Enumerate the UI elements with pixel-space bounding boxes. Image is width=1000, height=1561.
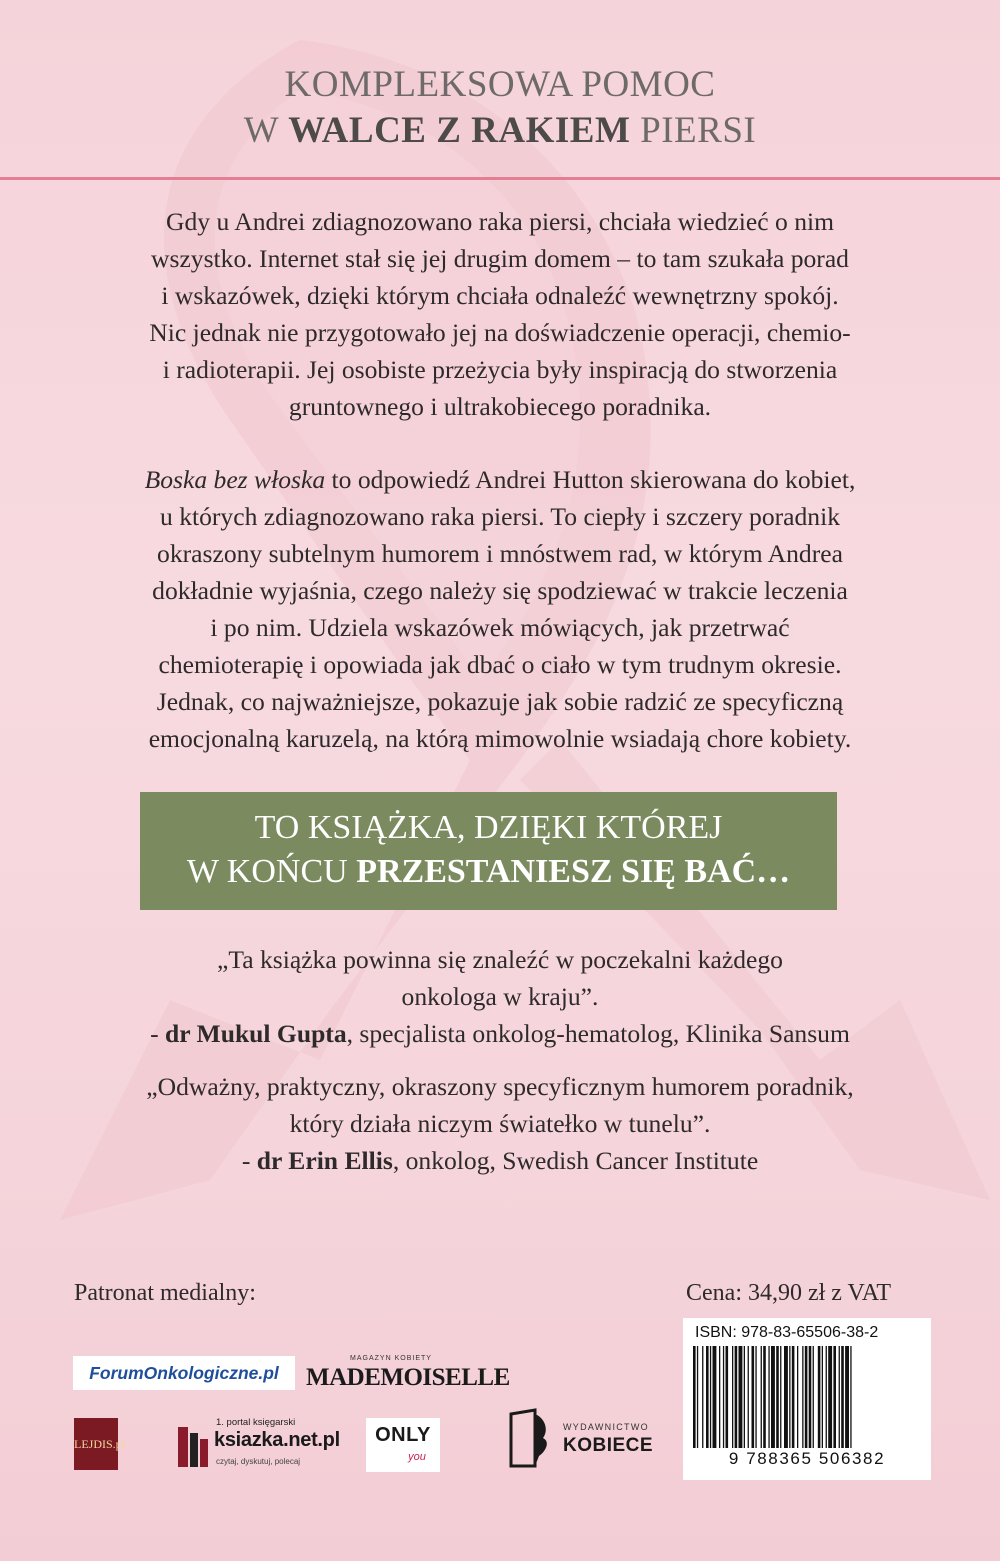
header-divider	[0, 177, 1000, 180]
testimonial-author: - dr Erin Ellis, onkolog, Swedish Cancer Institute	[241, 1146, 759, 1175]
barcode-bar	[805, 1346, 808, 1448]
barcode-bar	[792, 1346, 795, 1448]
barcode-bar	[735, 1346, 738, 1448]
media-patronage-label: Patronat medialny:	[74, 1280, 256, 1306]
barcode-bar	[752, 1346, 755, 1448]
barcode-bar	[822, 1346, 823, 1448]
barcode-bar	[826, 1346, 827, 1448]
wydawnictwo-kobiece-logo: WYDAWNICTWO KOBIECE	[505, 1408, 665, 1470]
barcode-bar	[789, 1346, 790, 1448]
header-line-2: W WALCE Z RAKIEM PIERSI	[243, 110, 757, 151]
testimonial-1: „Ta książka powinna się znaleźć w poczekalni każdego onkologa w kraju”. - dr Mukul Gupta, specjalista onkolog-hematolog, Klinika Sansum	[40, 941, 960, 1052]
ksiazka-net-logo: 1. portal księgarski ksiazka.net.pl czytaj, dyskutuj, polecaj	[176, 1417, 356, 1475]
barcode-bar	[784, 1346, 788, 1448]
barcode-bar	[732, 1346, 733, 1448]
barcode-bar	[850, 1346, 851, 1448]
barcode-bar	[833, 1346, 836, 1448]
description-paragraph-2: Boska bez włoska to odpowiedź Andrei Hutton skierowana do kobiet, u których zdiagnozowano raka piersi. To ciepły i szczery poradnik okraszony subtelnym humorem i mnóstwem rad, w którym Andrea dokładnie wyjaśnia, czego należy się spodziewać w trakcie leczenia i po nim. Udziela wskazówek mówiących, jak przetrwać chemioterapię i opowiada jak dbać o ciało w tym trudnym okresie. Jednak, co najważniejsze, pokazuje jak sobie radzić ze specyficzną emocjonalną karuzelą, na którą mimowolnie wsiadają chore kobiety.	[144, 465, 856, 753]
header-line-1: KOMPLEKSOWA POMOC	[284, 64, 716, 105]
barcode-bar	[780, 1346, 781, 1448]
book-stack-icon	[176, 1423, 210, 1471]
barcode-bar	[693, 1346, 696, 1448]
barcode-bar	[706, 1346, 709, 1448]
barcode-bar	[726, 1346, 729, 1448]
price-label: Cena: 34,90 zł z VAT	[686, 1280, 892, 1306]
barcode-bar	[713, 1346, 717, 1448]
testimonial-author: - dr Mukul Gupta, specjalista onkolog-hematolog, Klinika Sansum	[150, 1019, 850, 1048]
isbn-barcode	[683, 1318, 931, 1480]
barcode-bar	[776, 1346, 779, 1448]
barcode-bar	[744, 1346, 745, 1448]
barcode-bar	[748, 1346, 749, 1448]
description-paragraph-1: Gdy u Andrei zdiagnozowano raka piersi, chciała wiedzieć o nim wszystko. Internet stał się jej drugim domem – to tam szukała porad i wskazówek, dzięki którym chciała odnaleźć wewnętrzny spokój. Nic jednak nie przygotowało jej na doświadczenie operacji, chemio- i radioterapii. Jej osobiste przeżycia były inspiracją do stworzenia gruntownego i ultrakobiecego poradnika.	[149, 207, 851, 421]
book-title: Boska bez włoska	[144, 465, 326, 494]
barcode-bar	[828, 1346, 832, 1448]
barcode-bar	[771, 1346, 775, 1448]
barcode-bar	[797, 1346, 798, 1448]
barcode-icon	[691, 1346, 923, 1448]
barcode-bar	[763, 1346, 766, 1448]
testimonial-2: „Odważny, praktyczny, okraszony specyficznym humorem poradnik, który działa niczym światełko w tunelu”. - dr Erin Ellis, onkolog, Swedish Cancer Institute	[40, 1068, 960, 1179]
barcode-digits: 9 788365 506382	[728, 1449, 886, 1468]
barcode-bar	[761, 1346, 762, 1448]
barcode-bar	[818, 1346, 821, 1448]
barcode-bar	[739, 1346, 743, 1448]
barcode-bar	[697, 1346, 698, 1448]
barcode-bar	[723, 1346, 724, 1448]
publisher-profile-icon	[505, 1408, 557, 1470]
barcode-bar	[755, 1346, 756, 1448]
barcode-bar	[813, 1346, 814, 1448]
tagline-banner: TO KSIĄŻKA, DZIĘKI KTÓREJ W KOŃCU PRZESTANIESZ SIĘ BAĆ…	[140, 792, 837, 910]
barcode-bar	[845, 1346, 849, 1448]
barcode-bar	[839, 1346, 840, 1448]
barcode-bar	[710, 1346, 711, 1448]
barcode-bar	[802, 1346, 803, 1448]
barcode-bar	[719, 1346, 720, 1448]
forum-onkologiczne-logo: ForumOnkologiczne.pl	[73, 1356, 295, 1390]
barcode-bar	[841, 1346, 844, 1448]
only-you-logo: ONLY you	[366, 1418, 440, 1472]
lejdis-logo: LEJDIS.pl	[74, 1418, 118, 1470]
mademoiselle-logo: MAGAZYN KOBIETY MADEMOISELLE	[306, 1355, 510, 1391]
barcode-bar	[768, 1346, 769, 1448]
barcode-bar	[702, 1346, 703, 1448]
header-emphasis: WALCE Z RAKIEM	[288, 110, 631, 151]
barcode-bar	[809, 1346, 812, 1448]
cover-header	[0, 62, 1000, 154]
isbn-number: ISBN: 978-83-65506-38-2	[695, 1324, 879, 1341]
